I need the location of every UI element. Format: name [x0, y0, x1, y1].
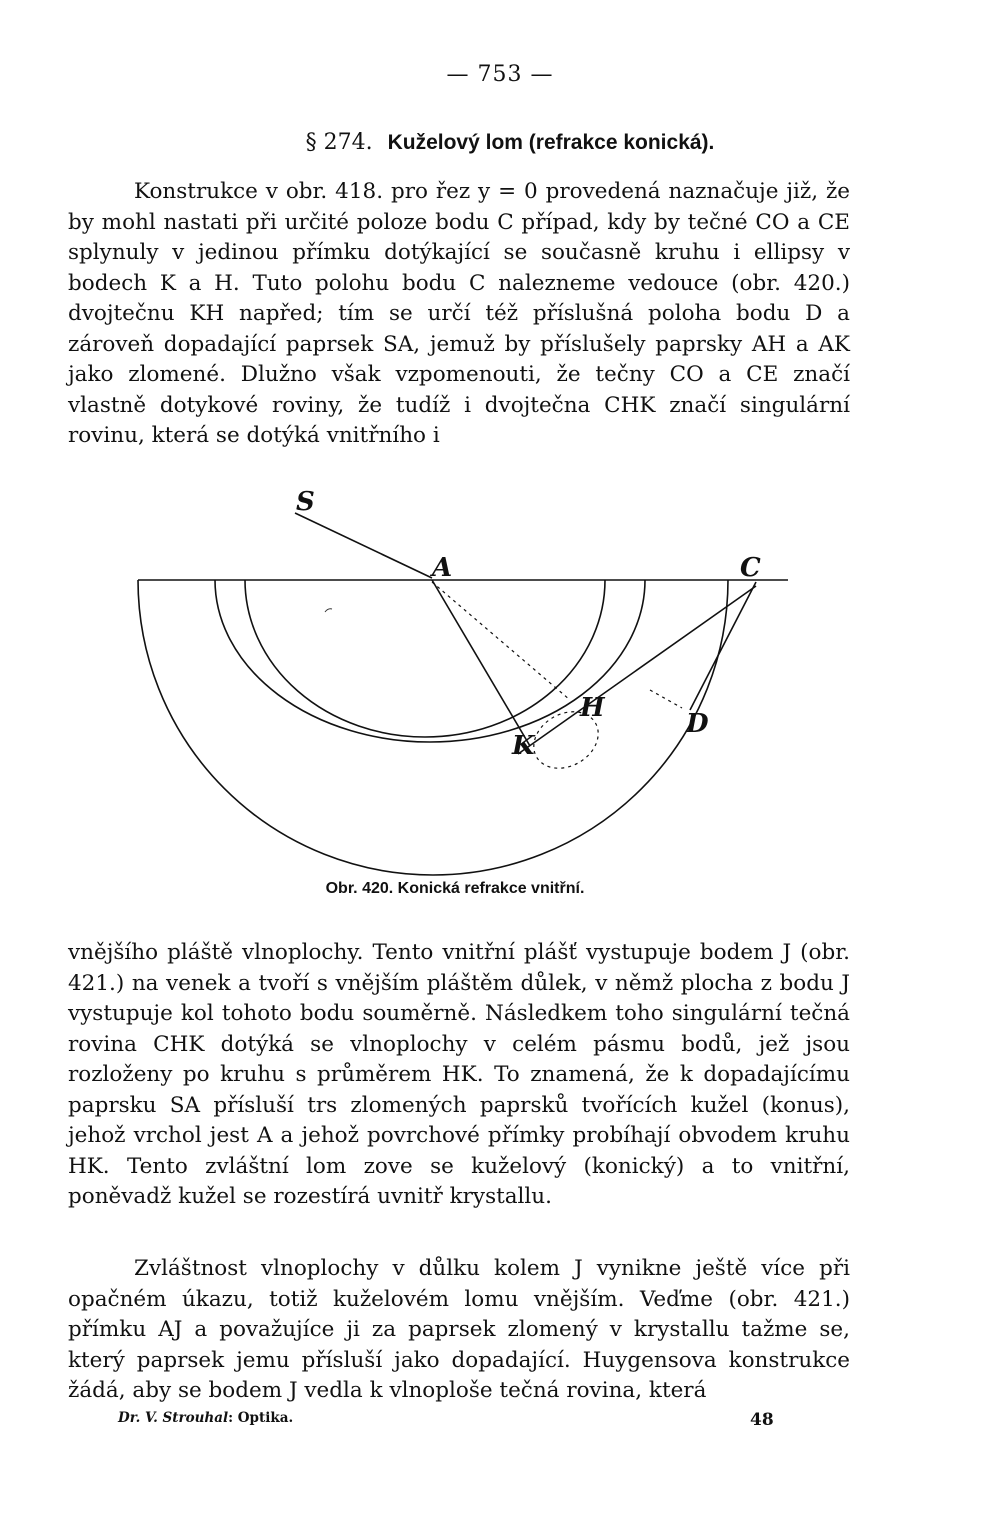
- label-H: H: [580, 693, 605, 723]
- footer-sheet-number: 48: [750, 1410, 774, 1430]
- ray-AK: [432, 580, 530, 746]
- label-S: S: [296, 487, 315, 517]
- label-K: K: [512, 731, 535, 761]
- footer-book: : Optika.: [228, 1410, 294, 1426]
- section-number: § 274.: [305, 130, 373, 155]
- paragraph-3: Zvláštnost vlnoplochy v důlku kolem J vynikne ještě více při opačném úkazu, totiž kuželovém lomu vnějším. Veďme (obr. 421.) přímku AJ a považujíce ji za paprsek zlomený v krystallu tažme se, který paprsek jemu přísluší jako dopadající. Huygensova konstrukce žádá, aby se bodem J vedla k vlnoploše tečná rovina, která: [68, 1256, 850, 1403]
- section-title: Kuželový lom (refrakce konická).: [387, 131, 715, 154]
- page-number: — 753 —: [446, 62, 554, 87]
- ray-AH-dotted: [432, 582, 570, 700]
- line-CD: [690, 582, 756, 710]
- small-mark: [325, 609, 332, 612]
- label-A: A: [432, 553, 453, 583]
- label-D: D: [686, 709, 709, 739]
- paragraph-1: Konstrukce v obr. 418. pro řez y = 0 provedená naznačuje již, že by mohl nastati při určité poloze bodu C případ, kdy by tečné CO a CE splynuly v jedinou přímku dotýkající se současně kruhu i ellipsy v bodech K a H. Tuto polohu bodu C nalezneme vedouce (obr. 420.) dvojtečnu KH napřed; tím se určí též příslušná poloha bodu D a zároveň dopadající paprsek SA, jemuž by příslušely paprsky AH a AK jako zlomené. Dlužno však vzpomenouti, že tečny CO a CE značí vlastně dotykové roviny, že tudíž i dvojtečna CHK značí singulární rovinu, která se dotýká vnitřního i: [68, 179, 850, 448]
- incident-ray-SA: [295, 513, 432, 578]
- section-heading: [60, 130, 960, 155]
- outer-sheet-arc: [138, 580, 728, 875]
- figure-caption: Obr. 420. Konická refrakce vnitřní.: [325, 880, 585, 897]
- footer-signature: [118, 1410, 293, 1426]
- footer-author: Dr. V. Strouhal: [118, 1410, 229, 1426]
- label-C: C: [740, 553, 761, 583]
- figure-conical-refraction: [120, 478, 820, 878]
- ray-D-dotted: [650, 690, 682, 708]
- paragraph-2: vnějšího pláště vlnoplochy. Tento vnitřní plášť vystupuje bodem J (obr. 421.) na venek a tvoří s vnějším pláštěm důlek, v němž plocha z bodu J vystupuje kol tohoto bodu souměrně. Následkem toho singulární tečná rovina CHK dotýká se vlnoplochy v celém pásmu bodů, jež jsou rozloženy po kruhu s průměrem HK. To znamená, že k dopadajícímu paprsku SA přísluší trs zlomených paprsků tvořících kužel (konus), jehož vrchol jest A a jehož povrchové přímky probíhají obvodem kruhu HK. Tento zvláštní lom zove se kuželový (konický) a to vnitřní, poněvadž kužel se rozestírá uvnitř krystallu.: [68, 940, 850, 1209]
- double-tangent-CHK: [518, 586, 756, 754]
- diagram: [120, 478, 820, 878]
